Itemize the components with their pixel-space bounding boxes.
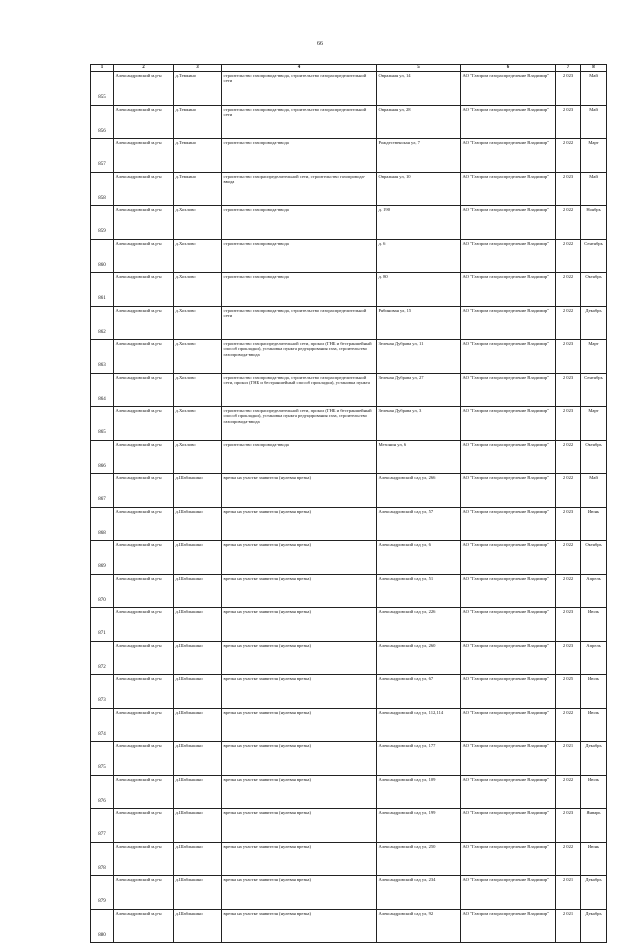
work-description-cell: врезка на участке заявителя (нулевая врезка) — [222, 809, 377, 843]
month-cell: Декабрь — [581, 742, 607, 776]
work-description-cell: строительство газопровода-ввода, строительство газораспределительной сети — [222, 72, 377, 106]
district-cell: Александровский м.р-н — [114, 206, 174, 240]
month-cell: Декабрь — [581, 306, 607, 340]
year-cell: 2 023 — [556, 172, 581, 206]
address-cell: Мезонин ул, 6 — [377, 440, 461, 474]
address-cell: Александровский сад ул, 112,114 — [377, 708, 461, 742]
organization-cell: АО "Газпром газораспределение Владимир" — [461, 474, 556, 508]
row-number: 878 — [91, 842, 114, 876]
address-cell: Овражная ул, 28 — [377, 105, 461, 139]
month-cell: Март — [581, 407, 607, 441]
district-cell: Александровский м.р-н — [114, 407, 174, 441]
settlement-cell: д.Шаблыкино — [174, 541, 222, 575]
table-row — [91, 407, 607, 441]
settlement-cell: д.Шаблыкино — [174, 775, 222, 809]
year-cell: 2 022 — [556, 775, 581, 809]
year-cell: 2 023 — [556, 507, 581, 541]
row-number: 865 — [91, 407, 114, 441]
table-row — [91, 541, 607, 575]
settlement-cell: д.Темкино — [174, 105, 222, 139]
district-cell: Александровский м.р-н — [114, 641, 174, 675]
settlement-cell: д.Темкино — [174, 139, 222, 173]
year-cell: 2 022 — [556, 842, 581, 876]
work-description-cell: врезка на участке заявителя (нулевая врезка) — [222, 574, 377, 608]
settlement-cell: д.Темкино — [174, 172, 222, 206]
work-description-cell: врезка на участке заявителя (нулевая врезка) — [222, 507, 377, 541]
table-row — [91, 909, 607, 943]
row-number: 860 — [91, 239, 114, 273]
district-cell: Александровский м.р-н — [114, 708, 174, 742]
work-description-cell: строительство газораспределительной сети, прокол (ГНБ и бестраншейный способ прокладки), установка пункта редуцирования газа, строительство газопровода-ввода — [222, 407, 377, 441]
month-cell: Май — [581, 105, 607, 139]
header-cell: 7 — [556, 65, 581, 72]
row-number: 855 — [91, 72, 114, 106]
work-description-cell: строительство газопровода-ввода — [222, 139, 377, 173]
settlement-cell: д.Шаблыкино — [174, 708, 222, 742]
table-row — [91, 239, 607, 273]
address-cell: Александровский сад ул, 67 — [377, 675, 461, 709]
year-cell: 2 023 — [556, 407, 581, 441]
row-number: 869 — [91, 541, 114, 575]
address-cell: д. 6 — [377, 239, 461, 273]
month-cell: Июль — [581, 675, 607, 709]
table-row — [91, 842, 607, 876]
district-cell: Александровский м.р-н — [114, 306, 174, 340]
organization-cell: АО "Газпром газораспределение Владимир" — [461, 172, 556, 206]
row-number: 867 — [91, 474, 114, 508]
month-cell: Сентябрь — [581, 373, 607, 407]
work-description-cell: врезка на участке заявителя (нулевая врезка) — [222, 876, 377, 910]
month-cell: Июль — [581, 608, 607, 642]
month-cell: Март — [581, 139, 607, 173]
year-cell: 2 023 — [556, 373, 581, 407]
organization-cell: АО "Газпром газораспределение Владимир" — [461, 842, 556, 876]
work-description-cell: врезка на участке заявителя (нулевая врезка) — [222, 775, 377, 809]
settlement-cell: д.Шаблыкино — [174, 474, 222, 508]
settlement-cell: д.Хохлово — [174, 340, 222, 374]
settlement-cell: д.Шаблыкино — [174, 842, 222, 876]
year-cell: 2 022 — [556, 306, 581, 340]
work-description-cell: врезка на участке заявителя (нулевая врезка) — [222, 742, 377, 776]
table-row — [91, 273, 607, 307]
organization-cell: АО "Газпром газораспределение Владимир" — [461, 507, 556, 541]
row-number: 858 — [91, 172, 114, 206]
settlement-cell: д.Хохлово — [174, 206, 222, 240]
district-cell: Александровский м.р-н — [114, 340, 174, 374]
address-cell: д. 80 — [377, 273, 461, 307]
organization-cell: АО "Газпром газораспределение Владимир" — [461, 541, 556, 575]
organization-cell: АО "Газпром газораспределение Владимир" — [461, 909, 556, 943]
work-description-cell: врезка на участке заявителя (нулевая врезка) — [222, 708, 377, 742]
district-cell: Александровский м.р-н — [114, 909, 174, 943]
district-cell: Александровский м.р-н — [114, 239, 174, 273]
work-description-cell: врезка на участке заявителя (нулевая врезка) — [222, 474, 377, 508]
month-cell: Май — [581, 72, 607, 106]
address-cell: Александровский сад ул, 109 — [377, 775, 461, 809]
settlement-cell: д.Шаблыкино — [174, 809, 222, 843]
work-description-cell: строительство газопровода-ввода, строительство газораспределительной сети, прокол (ГНБ и бестраншейный способ прокладки), установка пункта — [222, 373, 377, 407]
organization-cell: АО "Газпром газораспределение Владимир" — [461, 373, 556, 407]
year-cell: 2 021 — [556, 909, 581, 943]
work-description-cell: врезка на участке заявителя (нулевая врезка) — [222, 541, 377, 575]
work-description-cell: строительство газопровода-ввода — [222, 273, 377, 307]
work-description-cell: строительство газопровода-ввода, строительство газораспределительной сети — [222, 105, 377, 139]
settlement-cell: д.Шаблыкино — [174, 608, 222, 642]
header-cell: 6 — [461, 65, 556, 72]
district-cell: Александровский м.р-н — [114, 139, 174, 173]
year-cell: 2 023 — [556, 105, 581, 139]
register-table — [90, 64, 607, 943]
organization-cell: АО "Газпром газораспределение Владимир" — [461, 574, 556, 608]
organization-cell: АО "Газпром газораспределение Владимир" — [461, 876, 556, 910]
table-row — [91, 139, 607, 173]
year-cell: 2 023 — [556, 340, 581, 374]
year-cell: 2 022 — [556, 708, 581, 742]
table-row — [91, 206, 607, 240]
row-number: 870 — [91, 574, 114, 608]
district-cell: Александровский м.р-н — [114, 675, 174, 709]
district-cell: Александровский м.р-н — [114, 72, 174, 106]
row-number: 876 — [91, 775, 114, 809]
district-cell: Александровский м.р-н — [114, 608, 174, 642]
work-description-cell: врезка на участке заявителя (нулевая врезка) — [222, 641, 377, 675]
address-cell: Овражная ул, 14 — [377, 72, 461, 106]
month-cell: Апрель — [581, 641, 607, 675]
district-cell: Александровский м.р-н — [114, 541, 174, 575]
organization-cell: АО "Газпром газораспределение Владимир" — [461, 440, 556, 474]
address-cell: Александровский сад ул, 177 — [377, 742, 461, 776]
address-cell: Александровский сад ул, 260 — [377, 641, 461, 675]
month-cell: Июль — [581, 775, 607, 809]
settlement-cell: д.Шаблыкино — [174, 641, 222, 675]
month-cell: Апрель — [581, 574, 607, 608]
district-cell: Александровский м.р-н — [114, 440, 174, 474]
district-cell: Александровский м.р-н — [114, 842, 174, 876]
work-description-cell: врезка на участке заявителя (нулевая врезка) — [222, 608, 377, 642]
table-row — [91, 708, 607, 742]
settlement-cell: д.Хохлово — [174, 440, 222, 474]
row-number: 872 — [91, 641, 114, 675]
district-cell: Александровский м.р-н — [114, 507, 174, 541]
work-description-cell: строительство газопровода-ввода, строительство газораспределительной сети — [222, 306, 377, 340]
year-cell: 2 023 — [556, 641, 581, 675]
address-cell: Александровский сад ул, 6 — [377, 541, 461, 575]
address-cell: Александровский сад ул, 250 — [377, 842, 461, 876]
address-cell: Зеленая Дубрава ул, 27 — [377, 373, 461, 407]
table-row — [91, 373, 607, 407]
year-cell: 2 022 — [556, 440, 581, 474]
row-number: 866 — [91, 440, 114, 474]
settlement-cell: д.Шаблыкино — [174, 574, 222, 608]
year-cell: 2 022 — [556, 139, 581, 173]
district-cell: Александровский м.р-н — [114, 105, 174, 139]
table-row — [91, 440, 607, 474]
year-cell: 2 023 — [556, 809, 581, 843]
organization-cell: АО "Газпром газораспределение Владимир" — [461, 72, 556, 106]
month-cell: Октябрь — [581, 440, 607, 474]
header-cell: 5 — [377, 65, 461, 72]
district-cell: Александровский м.р-н — [114, 373, 174, 407]
table-row — [91, 608, 607, 642]
district-cell: Александровский м.р-н — [114, 172, 174, 206]
month-cell: Июнь — [581, 507, 607, 541]
row-number: 879 — [91, 876, 114, 910]
table-row — [91, 507, 607, 541]
month-cell: Декабрь — [581, 909, 607, 943]
organization-cell: АО "Газпром газораспределение Владимир" — [461, 742, 556, 776]
month-cell: Январь — [581, 809, 607, 843]
month-cell: Ноябрь — [581, 206, 607, 240]
row-number: 877 — [91, 809, 114, 843]
settlement-cell: д.Хохлово — [174, 407, 222, 441]
address-cell: д. 190 — [377, 206, 461, 240]
month-cell: Декабрь — [581, 876, 607, 910]
district-cell: Александровский м.р-н — [114, 574, 174, 608]
year-cell: 2 022 — [556, 574, 581, 608]
settlement-cell: д.Шаблыкино — [174, 742, 222, 776]
work-description-cell: строительство газопровода-ввода — [222, 239, 377, 273]
work-description-cell: врезка на участке заявителя (нулевая врезка) — [222, 842, 377, 876]
month-cell: Май — [581, 474, 607, 508]
work-description-cell: строительство газораспределительной сети, строительство газопровода-ввода — [222, 172, 377, 206]
month-cell: Июнь — [581, 842, 607, 876]
organization-cell: АО "Газпром газораспределение Владимир" — [461, 239, 556, 273]
organization-cell: АО "Газпром газораспределение Владимир" — [461, 675, 556, 709]
header-cell: 8 — [581, 65, 607, 72]
table-row — [91, 340, 607, 374]
row-number: 863 — [91, 340, 114, 374]
organization-cell: АО "Газпром газораспределение Владимир" — [461, 608, 556, 642]
organization-cell: АО "Газпром газораспределение Владимир" — [461, 340, 556, 374]
address-cell: Рябиновая ул, 15 — [377, 306, 461, 340]
district-cell: Александровский м.р-н — [114, 876, 174, 910]
settlement-cell: д.Темкино — [174, 72, 222, 106]
year-cell: 2 022 — [556, 541, 581, 575]
row-number: 862 — [91, 306, 114, 340]
work-description-cell: строительство газораспределительной сети, прокол (ГНБ и бестраншейный способ прокладки), установка пункта редуцирования газа, строительство газопровода-ввода — [222, 340, 377, 374]
district-cell: Александровский м.р-н — [114, 742, 174, 776]
address-cell: Александровский сад ул, 234 — [377, 876, 461, 910]
month-cell: Октябрь — [581, 541, 607, 575]
year-cell: 2 021 — [556, 876, 581, 910]
address-cell: Александровский сад ул, 57 — [377, 507, 461, 541]
row-number: 861 — [91, 273, 114, 307]
settlement-cell: д.Шаблыкино — [174, 876, 222, 910]
district-cell: Александровский м.р-н — [114, 273, 174, 307]
month-cell: Сентябрь — [581, 239, 607, 273]
organization-cell: АО "Газпром газораспределение Владимир" — [461, 306, 556, 340]
row-number: 868 — [91, 507, 114, 541]
row-number: 873 — [91, 675, 114, 709]
settlement-cell: д.Хохлово — [174, 273, 222, 307]
row-number: 859 — [91, 206, 114, 240]
row-number: 871 — [91, 608, 114, 642]
work-description-cell: врезка на участке заявителя (нулевая врезка) — [222, 675, 377, 709]
row-number: 857 — [91, 139, 114, 173]
table-row — [91, 876, 607, 910]
header-cell: 2 — [114, 65, 174, 72]
header-cell: 1 — [91, 65, 114, 72]
district-cell: Александровский м.р-н — [114, 809, 174, 843]
organization-cell: АО "Газпром газораспределение Владимир" — [461, 641, 556, 675]
year-cell: 2 023 — [556, 72, 581, 106]
address-cell: Рождественская ул, 7 — [377, 139, 461, 173]
address-cell: Александровский сад ул, 51 — [377, 574, 461, 608]
table-row — [91, 172, 607, 206]
address-cell: Александровский сад ул, 226 — [377, 608, 461, 642]
address-cell: Зеленая Дубрава ул, 3 — [377, 407, 461, 441]
address-cell: Овражная ул, 10 — [377, 172, 461, 206]
table-row — [91, 474, 607, 508]
header-cell: 4 — [222, 65, 377, 72]
year-cell: 2 022 — [556, 474, 581, 508]
table-row — [91, 641, 607, 675]
address-cell: Александровский сад ул, 266 — [377, 474, 461, 508]
settlement-cell: д.Шаблыкино — [174, 507, 222, 541]
page-number: 66 — [317, 41, 323, 47]
month-cell: Июль — [581, 708, 607, 742]
year-cell: 2 021 — [556, 742, 581, 776]
year-cell: 2 022 — [556, 273, 581, 307]
month-cell: Май — [581, 172, 607, 206]
row-number: 874 — [91, 708, 114, 742]
work-description-cell: врезка на участке заявителя (нулевая врезка) — [222, 909, 377, 943]
organization-cell: АО "Газпром газораспределение Владимир" — [461, 708, 556, 742]
table-row — [91, 775, 607, 809]
organization-cell: АО "Газпром газораспределение Владимир" — [461, 273, 556, 307]
table-row — [91, 72, 607, 106]
district-cell: Александровский м.р-н — [114, 474, 174, 508]
row-number: 864 — [91, 373, 114, 407]
row-number: 856 — [91, 105, 114, 139]
organization-cell: АО "Газпром газораспределение Владимир" — [461, 105, 556, 139]
settlement-cell: д.Шаблыкино — [174, 909, 222, 943]
address-cell: Александровский сад ул, 199 — [377, 809, 461, 843]
district-cell: Александровский м.р-н — [114, 775, 174, 809]
organization-cell: АО "Газпром газораспределение Владимир" — [461, 206, 556, 240]
address-cell: Зеленая Дубрава ул, 11 — [377, 340, 461, 374]
table-row — [91, 809, 607, 843]
row-number: 875 — [91, 742, 114, 776]
organization-cell: АО "Газпром газораспределение Владимир" — [461, 775, 556, 809]
column-number-header — [91, 65, 607, 72]
year-cell: 2 022 — [556, 239, 581, 273]
organization-cell: АО "Газпром газораспределение Владимир" — [461, 407, 556, 441]
header-cell: 3 — [174, 65, 222, 72]
table-row — [91, 574, 607, 608]
address-cell: Александровский сад ул, 92 — [377, 909, 461, 943]
year-cell: 2 022 — [556, 206, 581, 240]
organization-cell: АО "Газпром газораспределение Владимир" — [461, 139, 556, 173]
table-row — [91, 105, 607, 139]
settlement-cell: д.Хохлово — [174, 239, 222, 273]
settlement-cell: д.Хохлово — [174, 306, 222, 340]
work-description-cell: строительство газопровода-ввода — [222, 440, 377, 474]
organization-cell: АО "Газпром газораспределение Владимир" — [461, 809, 556, 843]
month-cell: Март — [581, 340, 607, 374]
year-cell: 2 025 — [556, 675, 581, 709]
table-row — [91, 742, 607, 776]
table-row — [91, 675, 607, 709]
settlement-cell: д.Шаблыкино — [174, 675, 222, 709]
work-description-cell: строительство газопровода-ввода — [222, 206, 377, 240]
month-cell: Октябрь — [581, 273, 607, 307]
table-row — [91, 306, 607, 340]
row-number: 880 — [91, 909, 114, 943]
year-cell: 2 023 — [556, 608, 581, 642]
settlement-cell: д.Хохлово — [174, 373, 222, 407]
